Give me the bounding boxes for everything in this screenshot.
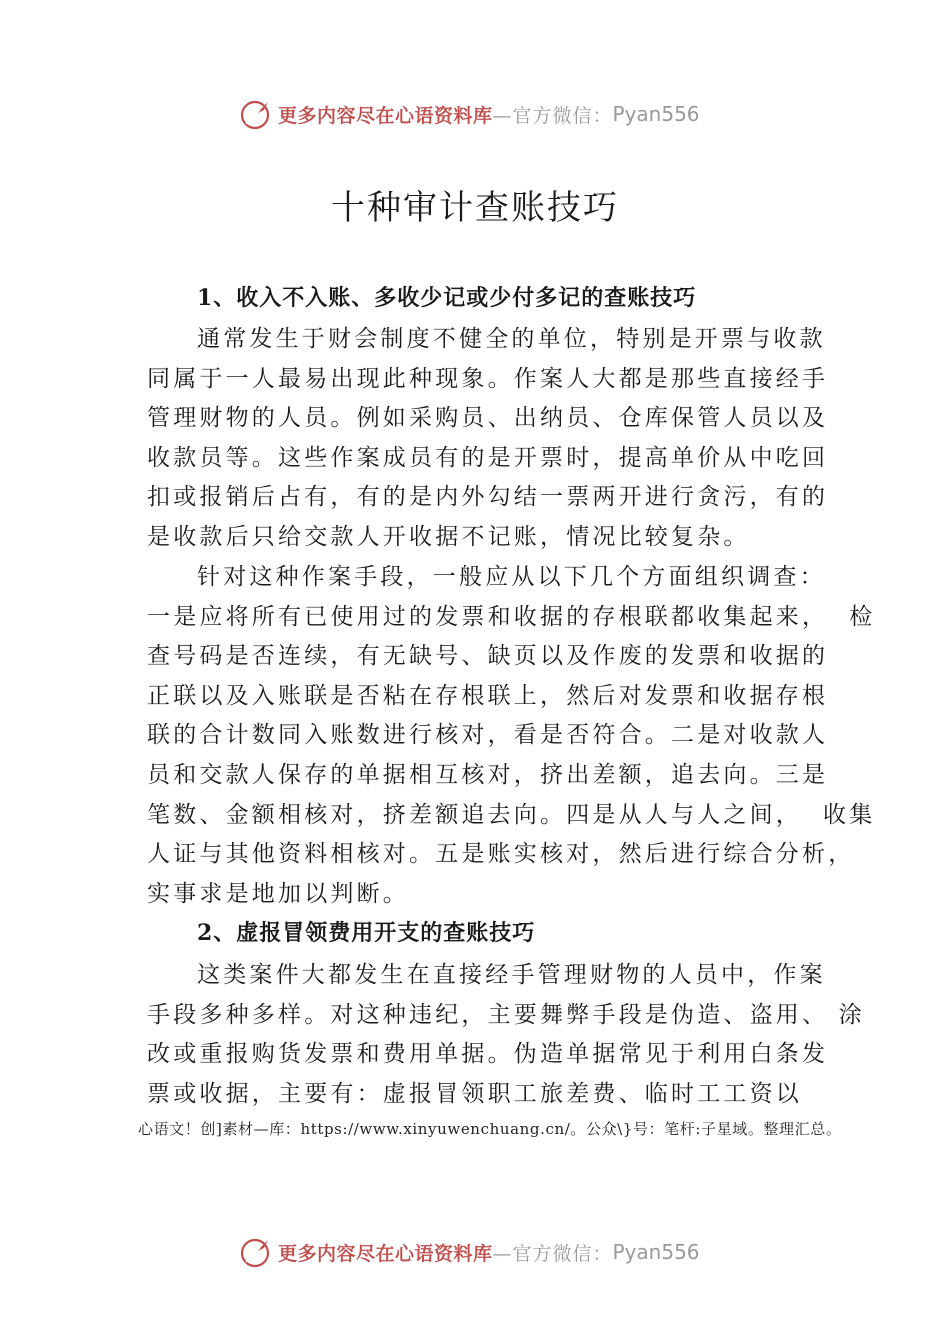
text-line: 同属于一人最易出现此种现象。作案人大都是那些直接经手: [147, 365, 829, 392]
banner-red-text: 更多内容尽在心语资料库: [278, 104, 493, 127]
banner-wechat-id: Pyan556: [612, 1240, 700, 1264]
text-line: 人证与其他资料相核对。五是账实核对，然后进行综合分析，: [147, 841, 855, 868]
text-line: 针对这种作案手段，一般应从以下几个方面组织调查：: [197, 564, 826, 590]
text-line: 手段多种多样。对这种违纪，主要舞弊手段是伪造、盗用、 涂: [147, 1001, 865, 1028]
feather-pen-circle-icon: [238, 96, 274, 132]
feather-pen-circle-icon: [238, 1234, 274, 1270]
header-banner: [238, 96, 700, 132]
text-line: 一是应将所有已使用过的发票和收据的存根联都收集起来， 检: [147, 603, 876, 630]
section1-heading: 1、收入不入账、多收少记或少付多记的查账技巧: [197, 285, 697, 311]
banner-wechat-id: Pyan556: [612, 102, 700, 126]
text-line: 收款员等。这些作案成员有的是开票时，提高单价从中吃回: [147, 444, 829, 471]
banner-red-text: 更多内容尽在心语资料库: [278, 1242, 493, 1265]
text-line: 改或重报购货发票和费用单据。伪造单据常见于利用白条发: [147, 1041, 829, 1068]
text-line: 员和交款人保存的单据相互核对，挤出差额，追去向。三是: [147, 761, 829, 788]
text-line: 查号码是否连续，有无缺号、缺页以及作废的发票和收据的: [147, 643, 829, 670]
section2-heading: 2、虚报冒领费用开支的查账技巧: [197, 920, 536, 946]
document-title: 十种审计查账技巧: [331, 188, 619, 228]
banner-grey-text: —官方微信：: [492, 1242, 613, 1265]
footer-banner: [238, 1234, 700, 1270]
text-line: 票或收据，主要有：虚报冒领职工旅差费、临时工工资以: [147, 1080, 802, 1107]
text-line: 这类案件大都发生在直接经手管理财物的人员中，作案: [197, 962, 826, 988]
section1-paragraph-1: [147, 320, 827, 558]
text-line: 正联以及入账联是否粘在存根联上，然后对发票和收据存根: [147, 682, 829, 709]
banner-grey-text: —官方微信：: [492, 104, 613, 127]
text-line: 管理财物的人员。例如采购员、出纳员、仓库保管人员以及: [147, 405, 829, 432]
text-line: 联的合计数同入账数进行核对，看是否符合。二是对收款人: [147, 722, 829, 749]
source-footnote: 心语文！创]素材—库：https://www.xinyuwenchuang.cn/。公众\}号：笔杆:子星域。整理汇总。: [138, 1120, 842, 1138]
section2-paragraph-1: [147, 956, 865, 1114]
section1-paragraph-2: [147, 558, 876, 914]
text-line: 扣或报销后占有，有的是内外勾结一票两开进行贪污，有的: [147, 484, 829, 511]
text-line: 笔数、金额相核对，挤差额追去向。四是从人与人之间， 收集: [147, 801, 876, 828]
text-line: 通常发生于财会制度不健全的单位，特别是开票与收款: [197, 326, 826, 352]
text-line: 是收款后只给交款人开收据不记账，情况比较复杂。: [147, 523, 750, 550]
text-line: 实事求是地加以判断。: [147, 880, 409, 907]
